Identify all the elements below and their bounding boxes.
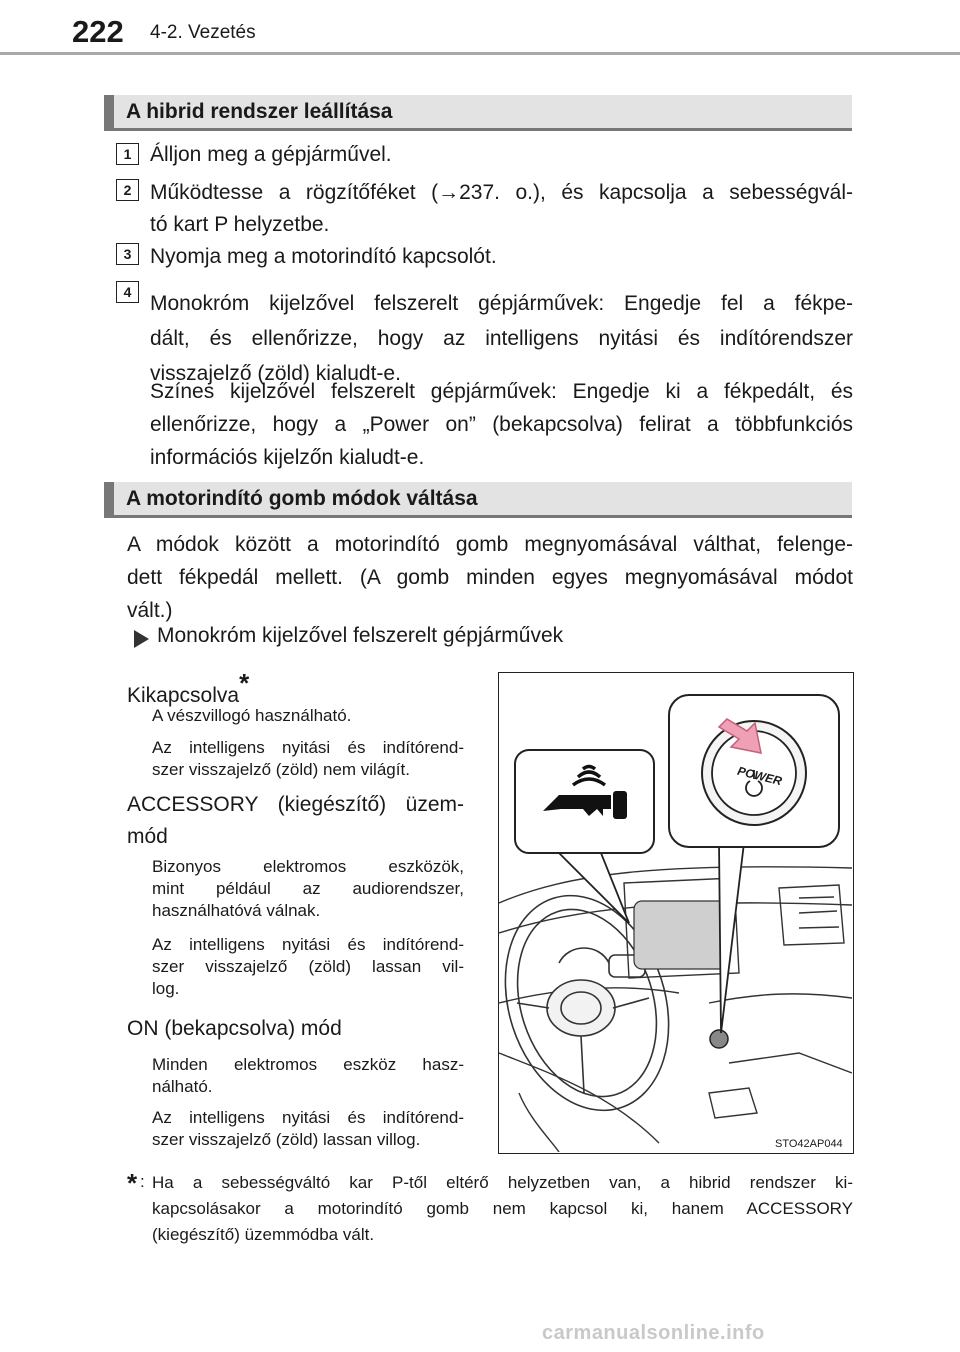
step-4-color-display-text: Színes kijelzővel felszerelt gépjárművek: Engedje ki a fékpedált, és ellenőrizze, hogy a „Power on” (bekapcsolva) felirat a többfunkciós információs kijelzőn kialudt-e. (150, 380, 853, 469)
step-number-badge: 3 (116, 243, 139, 265)
bullet-monochrome-display: Monokróm kijelzővel felszerelt gépjárművek (157, 624, 564, 647)
step-3-text: Nyomja meg a motorindító kapcsolót. (150, 245, 497, 268)
section-heading-switch-modes (104, 482, 852, 518)
footnote-colon: : (140, 1172, 145, 1191)
step-2-text: Működtesse a rögzítőféket (→237. o.), és kapcsolja a sebességvál- tó kart P helyzetbe. (150, 181, 853, 236)
footnote-text: Ha a sebességváltó kar P-től eltérő helyzetben van, a hibrid rendszer ki- kapcsolásakor a motorindító gomb nem kapcsol ki, hanem ACCESSORY (kiegészítő) üzemmódba vált. (152, 1173, 853, 1244)
chapter-title: 4-2. Vezetés (150, 22, 256, 43)
step-number-badge: 1 (116, 143, 139, 165)
asterisk-mark: * (239, 668, 250, 698)
mode-accessory-desc-2: Az intelligens nyitási és indítórend- szer visszajelző (zöld) lassan vil- log. (152, 935, 464, 998)
step-1-text: Álljon meg a gépjárművel. (150, 143, 392, 166)
step-number-badge: 4 (116, 281, 139, 303)
section-heading-stop-hybrid (104, 95, 852, 131)
section-title: A hibrid rendszer leállítása (126, 100, 393, 123)
header-rule (0, 52, 960, 55)
mode-on-desc-1: Minden elektromos eszköz hasz- nálható. (152, 1055, 464, 1096)
mode-off-title: Kikapcsolva* (127, 668, 250, 707)
figure-code: STO42AP044 (775, 1138, 843, 1150)
mode-on-desc-2: Az intelligens nyitási és indítórend- szer visszajelző (zöld) lassan villog. (152, 1108, 464, 1149)
mode-accessory-desc-1: Bizonyos elektromos eszközök, mint például az audiorendszer, használhatóvá válnak. (152, 857, 464, 920)
step-number-badge: 2 (116, 179, 139, 201)
section-title: A motorindító gomb módok váltása (126, 487, 478, 510)
footnote-asterisk: * (127, 1168, 138, 1198)
triangle-bullet-icon (134, 630, 150, 648)
mode-off-desc-2: Az intelligens nyitási és indítórend- szer visszajelző (zöld) nem világít. (152, 738, 464, 779)
mode-accessory-title: ACCESSORY (kiegészítő) üzem- mód (127, 793, 464, 848)
power-button-label: POWER (735, 763, 784, 789)
watermark: carmanualsonline.info (542, 1322, 765, 1344)
modes-intro-paragraph: A módok között a motorindító gomb megnyomásával válthat, felenge- dett fékpedál mellett. (A gomb minden egyes megnyomásával módot vált.) (127, 533, 853, 622)
mode-on-title: ON (bekapcsolva) mód (127, 1017, 342, 1040)
dashboard-illustration (498, 672, 854, 1154)
step-4-text: Monokróm kijelzővel felszerelt gépjárművek: Engedje fel a fékpe- dált, és ellenőrizze, hogy az intelligens nyitási és indítórendszer visszajelző (zöld) kialudt-e. (150, 292, 853, 385)
page-number: 222 (72, 14, 124, 49)
mode-off-desc-1: A vészvillogó használható. (152, 706, 352, 725)
